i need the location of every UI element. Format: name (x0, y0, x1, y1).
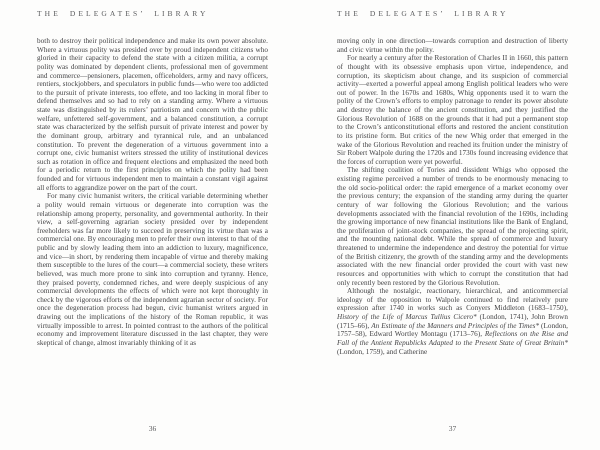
page-right (337, 0, 568, 450)
book-title-text: Reflections on the Rise and Fall of the Antient Republicks Adapted to the Present State of Great Britain* (337, 330, 568, 347)
page-number-left: 36 (148, 424, 157, 433)
running-header-left: THE DELEGATES’ LIBRARY (37, 9, 209, 18)
body-text: (London, 1757–58), Edward Wortley Montagu (1713–76), (337, 321, 568, 339)
paragraph (37, 37, 268, 192)
body-text: (London, 1741), John Brown (1715–66), (337, 313, 568, 330)
paragraph (337, 54, 568, 166)
running-header-right: THE DELEGATES’ LIBRARY (337, 9, 509, 18)
body-text: Although the nostalgic, reactionary, hierarchical, and anticommercial ideology of the opposition to Walpole continued to find relatively pure expression after 1740 in works such as Conyers Middleton (1683–1750), (337, 287, 568, 313)
paragraph (37, 192, 268, 347)
body-text: both to destroy their political independence and make its own power absolute. Where a virtuous polity was presided over by proud independent citizens who gloried in their capacity to defend the state with a citizen militia, a corrupt polity was dominated by dependent clients, professional men of government and commerce—pensioners, placemen, officeholders, army and navy officers, rentiers, stockjobbers, and speculators in public funds—who were too addicted to the pursuit of private interests, too effete, and too lacking in moral fiber to defend themselves and so had to rely on a standing army. Where a virtuous state was distinguished by its rulers’ patriotism and concern with the public welfare, unfettered self-government, and a balanced constitution, a corrupt state was characterized by the selfish pursuit of private interest and power by the dominant group, arbitrary and tyrannical rule, and an unbalanced constitution. To prevent the degeneration of a virtuous government into a corrupt one, civic humanist writers stressed the utility of institutional devices such as rotation in office and frequent elections and emphasized the need both for a periodic return to the first principles on which the polity had been founded and for virtuous independent men to maintain a constant vigil against all efforts to aggrandize power on the part of the court. (37, 37, 268, 192)
body-text: The shifting coalition of Tories and dissident Whigs who opposed the existing regime perceived a number of trends to be enormously menacing to the old socio-political order: the rapid emergence of a market economy over the previous century; the expansion of the standing army during the quarter century of war following the Glorious Revolution; and the various developments associated with the financial revolution of the 1690s, including the growing importance of new financial institutions like the Bank of England, the proliferation of joint-stock companies, the spread of the projecting spirit, and the mounting national debt. While the spread of commerce and luxury threatened to undermine the independence and destroy the potential for virtue of the British citizenry, the growth of the standing army and the developments associated with the new financial order provided the court with vast new resources and opportunities with which to corrupt the constitution that had only recently been restored by the Glorious Revolution. (337, 166, 568, 287)
page-text-left (37, 37, 268, 348)
book-title-text: History of the Life of Marcus Tullius Cicero* (337, 313, 477, 321)
paragraph (337, 166, 568, 287)
page-number-right: 37 (448, 424, 457, 433)
body-text: For nearly a century after the Restoration of Charles II in 1660, this pattern of thought with its obsessive emphasis upon virtue, independence, and corruption, its skepticism about change, and its suspicion of commercial activity—exerted a powerful appeal among English political leaders who were out of power. In the 1670s and 1680s, Whig opponents used it to warn the polity of the Crown’s efforts to employ patronage to render its power absolute and destroy the balance of the ancient constitution, and they justified the Glorious Revolution of 1688 on the grounds that it had put a permanent stop to the Crown’s anticonstitutional efforts and restored the ancient constitution to its pristine form. But critics of the new Whig order that emerged in the wake of the Glorious Revolution and reached its fruition under the ministry of Sir Robert Walpole during the 1720s and 1730s found increasing evidence that the forces of corruption were yet powerful. (337, 54, 568, 166)
page-left (37, 0, 268, 450)
body-text: moving only in one direction—towards corruption and destruction of liberty and civic virtue within the polity. (337, 37, 568, 54)
paragraph (337, 287, 568, 356)
body-text: (London, 1759), and Catherine (337, 347, 428, 356)
book-title-text: An Estimate of the Manners and Principles of the Times* (371, 321, 540, 330)
page-text-right (337, 37, 568, 356)
paragraph (337, 37, 568, 54)
body-text: For many civic humanist writers, the critical variable determining whether a polity would remain virtuous or degenerate into corruption was the relationship among property, personality, and governmental authority. In their view, a self-governing agrarian society presided over by independent freeholders was far more likely to succeed in preserving its virtue than was a commercial one. By encouraging men to prefer their own interest to that of the public and by slowly leading them into an addiction to luxury, magnificence, and vice—in short, by rendering them incapable of virtue and thereby making them susceptible to the lures of the court—a commercial society, these writers believed, was much more prone to sink into corruption and tyranny. Hence, they praised poverty, condemned riches, and were deeply suspicious of any commercial developments the effects of which were not kept thoroughly in check by the vigorous efforts of the independent agrarian sector of society. For once the degeneration process had begun, civic humanist writers argued in drawing out the implications of the history of the Roman republic, it was virtually impossible to arrest. In pointed contrast to the authors of the political economy and improvement literature discussed in the last chapter, they were skeptical of change, almost invariably thinking of it as (37, 192, 268, 347)
